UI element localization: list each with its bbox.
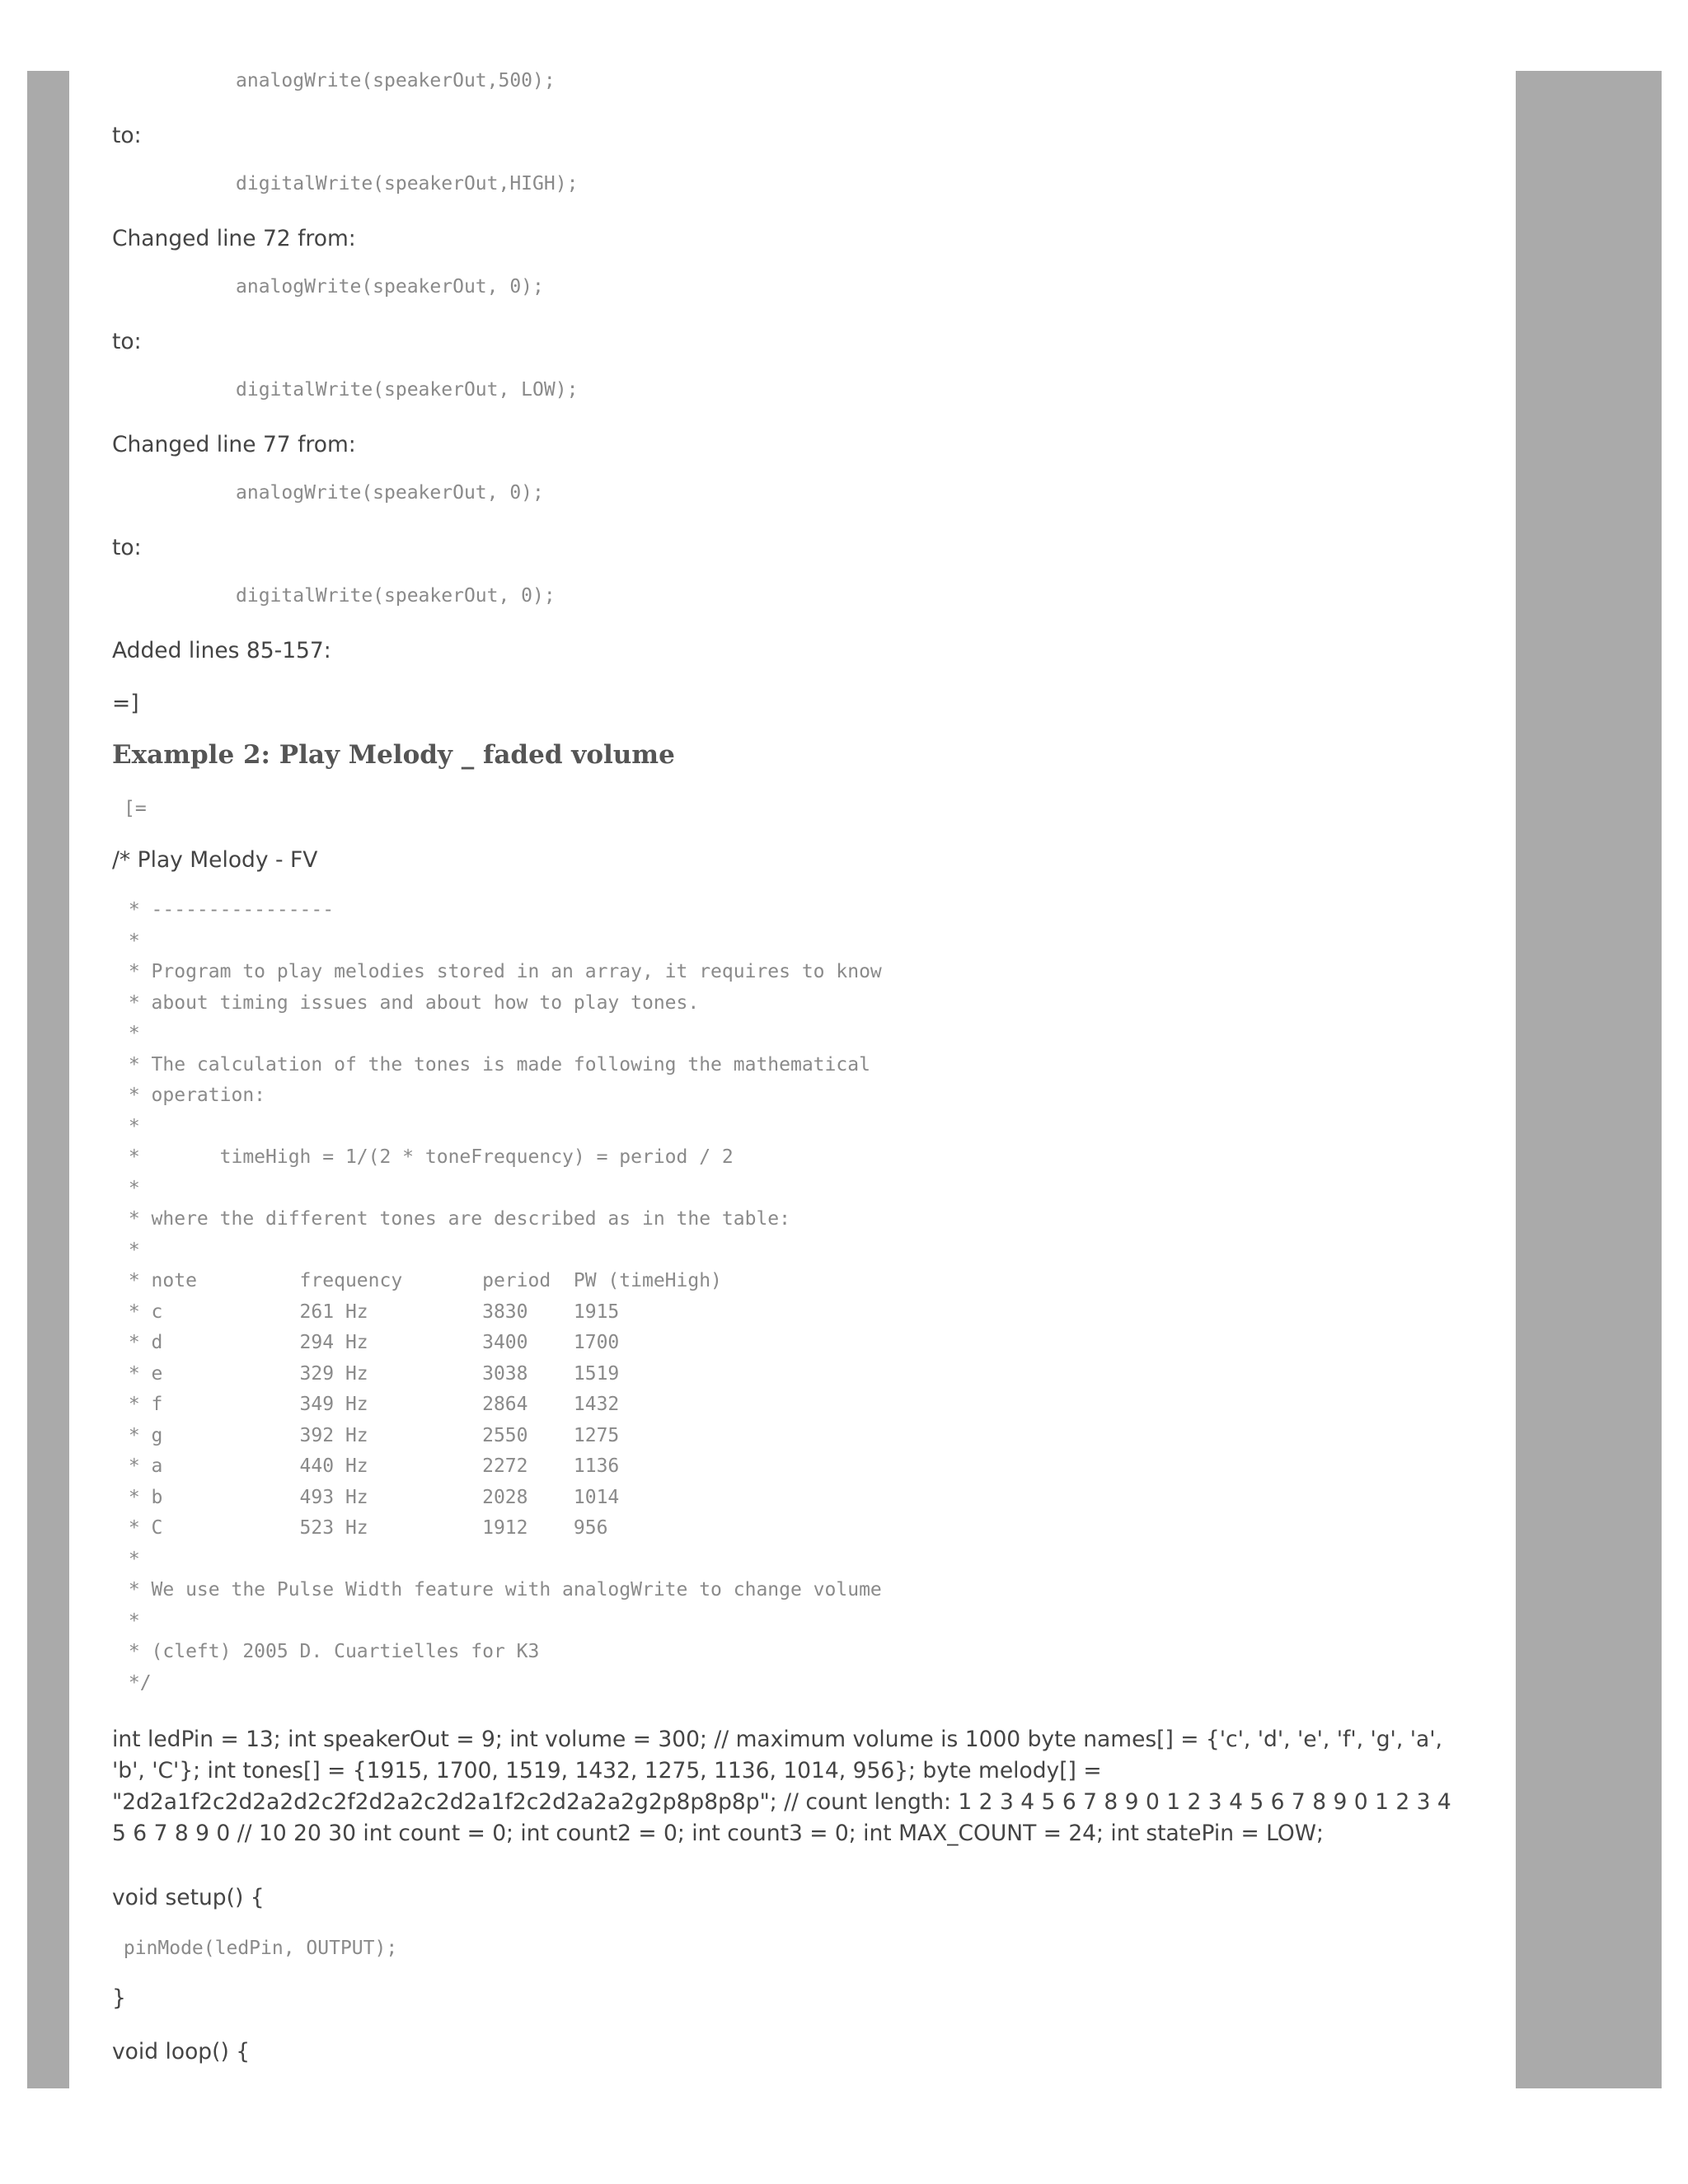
declarations-paragraph: int ledPin = 13; int speakerOut = 9; int volume = 300; // maximum volume is 1000 byte names[] = {'c', 'd', 'e', 'f', 'g', 'a', 'b', 'C'}; int tones[] = {1915, 1700, 1519, 1432, 1275, 1136, 1014, 956}; byte melody[] = "2d2a1f2c2d2a2d2c2f2d2a2c2d2a1f2c2d2a2a2g2p8p8p8p"; // count length: 1 2 3 4 5 6 7 8 9 0 1 2 3 4 5 6 7 8 9 0 1 2 3 4 5 6 7 8 9 0 // 10 20 30 int count = 0; int count2 = 0; int count3 = 0; int MAX_COUNT = 24; int statePin = LOW; xyxy=(112,1727,1451,1846)
text-line: to: xyxy=(112,535,142,560)
code-line: digitalWrite(speakerOut, LOW); xyxy=(236,379,579,401)
text-line: to: xyxy=(112,123,142,148)
left-margin-bar xyxy=(27,71,69,2088)
loop-open: void loop() { xyxy=(112,2039,251,2064)
right-margin-bar xyxy=(1516,71,1662,2088)
comment-title: /* Play Melody - FV xyxy=(112,847,318,873)
setup-open: void setup() { xyxy=(112,1885,265,1910)
open-marker: [= xyxy=(124,798,147,819)
code-line: analogWrite(speakerOut,500); xyxy=(236,70,556,91)
text-line: Changed line 77 from: xyxy=(112,432,356,457)
text-line: to: xyxy=(112,329,142,354)
code-line: analogWrite(speakerOut, 0); xyxy=(236,276,544,298)
code-line: digitalWrite(speakerOut, 0); xyxy=(236,585,556,607)
text-line: Changed line 72 from: xyxy=(112,226,356,251)
comment-block: * ---------------- * * Program to play melodies stored in an array, it requires to know * about timing issues and about how to play tones. * * The calculation of the tones is made following the mathematical * operation: * * timeHigh = 1/(2 * toneFrequency) = period / 2 * * where the different tones are described as in the table: * * note frequency period PW (timeHigh) * c 261 Hz 3830 1915 * d 294 Hz 3400 1700 * e 329 Hz 3038 1519 * f 349 Hz 2864 1432 * g 392 Hz 2550 1275 * a 440 Hz 2272 1136 * b 493 Hz 2028 1014 * C 523 Hz 1912 956 * * We use the Pulse Width feature with analogWrite to change volume * * (cleft) 2005 D. Cuartielles for K3 */ xyxy=(128,899,882,1694)
text-line: =] xyxy=(112,691,139,716)
section-heading: Example 2: Play Melody _ faded volume xyxy=(112,740,675,770)
code-line: digitalWrite(speakerOut,HIGH); xyxy=(236,173,579,194)
setup-body: pinMode(ledPin, OUTPUT); xyxy=(112,1938,398,1959)
text-line: Added lines 85-157: xyxy=(112,638,331,663)
code-line: analogWrite(speakerOut, 0); xyxy=(236,482,544,504)
setup-close: } xyxy=(112,1985,126,2011)
